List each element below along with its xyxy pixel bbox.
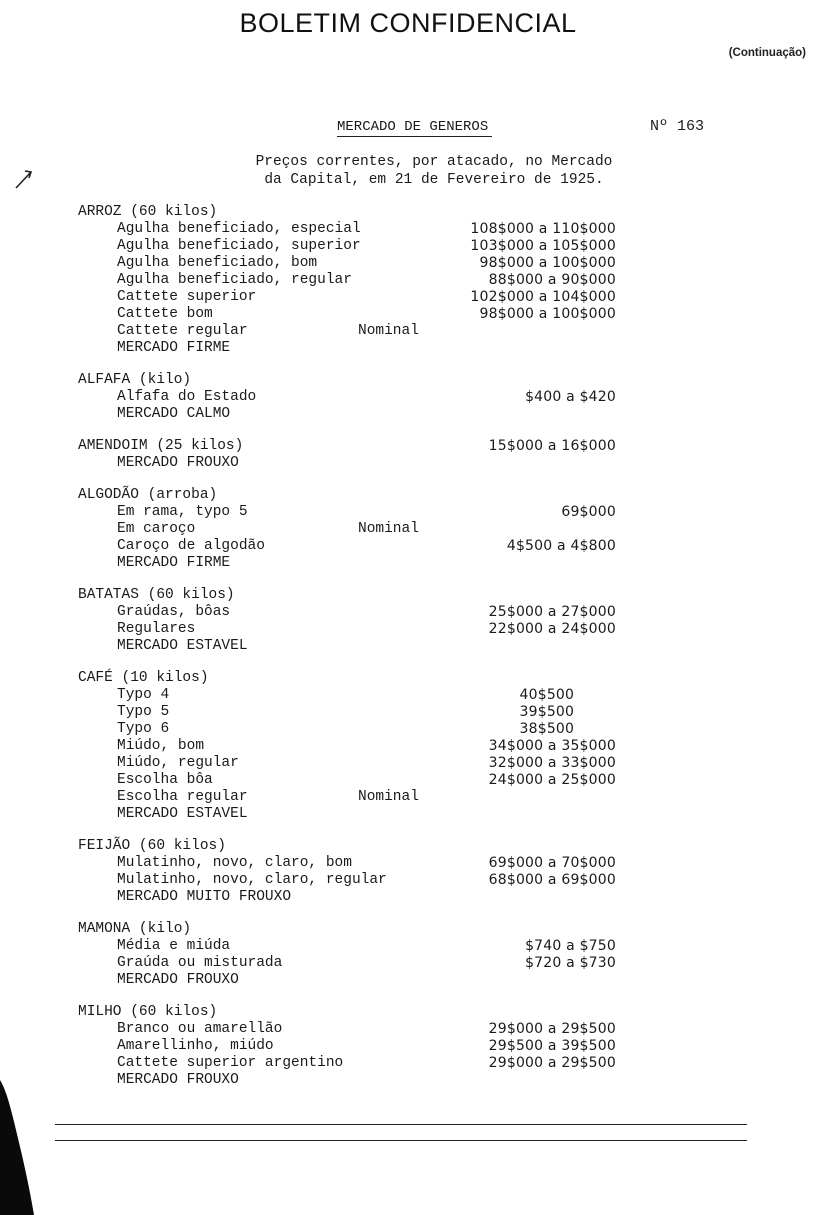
price-row	[78, 755, 778, 772]
item-price: 25$000 a 27$000	[488, 604, 616, 620]
item-price: 38$500	[519, 721, 616, 737]
category-block	[78, 838, 778, 906]
category-heading	[78, 921, 778, 938]
category-block	[78, 670, 778, 823]
item-price: $400 a $420	[525, 389, 616, 405]
item-price: 40$500	[519, 687, 616, 703]
category-heading	[78, 1004, 778, 1021]
category-heading	[78, 372, 778, 389]
item-label: Em caroço	[117, 521, 196, 537]
item-price: 108$000 a 110$000	[470, 221, 616, 237]
category-heading	[78, 487, 778, 504]
item-label: Branco ou amarellão	[117, 1021, 283, 1037]
price-row	[78, 238, 778, 255]
category-name: ALFAFA (kilo)	[78, 372, 192, 388]
item-label: Cattete superior	[117, 289, 257, 305]
price-row	[78, 1038, 778, 1055]
price-row	[78, 221, 778, 238]
price-row	[78, 272, 778, 289]
item-price: 29$500 a 39$500	[488, 1038, 616, 1054]
category-block	[78, 1004, 778, 1089]
price-row	[78, 323, 778, 340]
category-block	[78, 204, 778, 357]
price-row	[78, 255, 778, 272]
intro-line-2: da Capital, em 21 de Fevereiro de 1925.	[264, 172, 604, 188]
category-block	[78, 587, 778, 655]
footer-rule-top	[55, 1124, 747, 1125]
market-status: MERCADO FROUXO	[117, 455, 239, 471]
market-status: MERCADO ESTAVEL	[117, 638, 248, 654]
item-label: Agulha beneficiado, bom	[117, 255, 318, 271]
item-label: Miúdo, regular	[117, 755, 239, 771]
category-block	[78, 487, 778, 572]
category-name: FEIJÃO (60 kilos)	[78, 838, 226, 854]
item-label: Typo 4	[117, 687, 170, 703]
item-label: Graúda ou misturada	[117, 955, 283, 971]
price-row	[78, 721, 778, 738]
intro-line-1: Preços correntes, por atacado, no Mercado	[255, 154, 613, 170]
category-block	[78, 372, 778, 423]
price-row	[78, 704, 778, 721]
item-price: 29$000 a 29$500	[488, 1021, 616, 1037]
item-label: Cattete regular	[117, 323, 248, 339]
price-list	[78, 204, 778, 1104]
item-label: Agulha beneficiado, regular	[117, 272, 352, 288]
price-row	[78, 389, 778, 406]
price-row	[78, 738, 778, 755]
nominal-note: Nominal	[358, 789, 419, 805]
intro-text	[0, 153, 816, 189]
item-price: $720 a $730	[525, 955, 616, 971]
item-label: Amarellinho, miúdo	[117, 1038, 274, 1054]
category-block	[78, 921, 778, 989]
price-row	[78, 955, 778, 972]
market-status: MERCADO MUITO FROUXO	[117, 889, 292, 905]
item-label: Typo 6	[117, 721, 170, 737]
footer-rule-bottom	[55, 1140, 747, 1141]
price-row	[78, 938, 778, 955]
item-label: Agulha beneficiado, superior	[117, 238, 361, 254]
item-price: $740 a $750	[525, 938, 616, 954]
price-row	[78, 521, 778, 538]
market-status: MERCADO ESTAVEL	[117, 806, 248, 822]
item-label: Média e miúda	[117, 938, 231, 954]
price-row	[78, 1055, 778, 1072]
item-price: 98$000 a 100$000	[479, 306, 616, 322]
category-name: AMENDOIM (25 kilos)	[78, 438, 244, 454]
category-name: MILHO (60 kilos)	[78, 1004, 218, 1020]
item-label: Cattete superior argentino	[117, 1055, 344, 1071]
item-price: 39$500	[519, 704, 616, 720]
item-label: Agulha beneficiado, especial	[117, 221, 361, 237]
category-heading	[78, 587, 778, 604]
price-row	[78, 855, 778, 872]
item-price: 4$500 a 4$800	[506, 538, 616, 554]
category-name: BATATAS (60 kilos)	[78, 587, 235, 603]
item-label: Mulatinho, novo, claro, regular	[117, 872, 387, 888]
price-row	[78, 306, 778, 323]
item-label: Miúdo, bom	[117, 738, 205, 754]
price-row	[78, 538, 778, 555]
category-name: CAFÉ (10 kilos)	[78, 670, 209, 686]
item-price: 88$000 a 90$000	[488, 272, 616, 288]
margin-tick-mark	[14, 168, 34, 190]
price-row	[78, 789, 778, 806]
item-label: Alfafa do Estado	[117, 389, 257, 405]
category-heading	[78, 204, 778, 221]
nominal-note: Nominal	[358, 521, 419, 537]
item-label: Em rama, typo 5	[117, 504, 248, 520]
category-name: ALGODÃO (arroba)	[78, 487, 218, 503]
price-row	[78, 289, 778, 306]
bulletin-number: Nº 163	[650, 118, 705, 135]
item-price: 29$000 a 29$500	[488, 1055, 616, 1071]
item-price: 34$000 a 35$000	[488, 738, 616, 754]
item-label: Graúdas, bôas	[117, 604, 231, 620]
item-label: Mulatinho, novo, claro, bom	[117, 855, 352, 871]
price-row	[78, 621, 778, 638]
market-status: MERCADO CALMO	[117, 406, 231, 422]
item-label: Escolha regular	[117, 789, 248, 805]
scan-edge-shadow	[0, 1060, 34, 1215]
item-price: 68$000 a 69$000	[488, 872, 616, 888]
item-price: 24$000 a 25$000	[488, 772, 616, 788]
price-row	[78, 504, 778, 521]
category-name: MAMONA (kilo)	[78, 921, 192, 937]
price-row	[78, 1021, 778, 1038]
item-price: 98$000 a 100$000	[479, 255, 616, 271]
market-status: MERCADO FIRME	[117, 340, 231, 356]
item-price: 69$000 a 70$000	[488, 855, 616, 871]
nominal-note: Nominal	[358, 323, 419, 339]
item-label: Escolha bôa	[117, 772, 213, 788]
market-status: MERCADO FROUXO	[117, 1072, 239, 1088]
price-row	[78, 772, 778, 789]
market-status: MERCADO FIRME	[117, 555, 231, 571]
item-label: Typo 5	[117, 704, 170, 720]
continuation-label: (Continuação)	[728, 47, 806, 59]
category-heading	[78, 438, 778, 455]
item-price: 32$000 a 33$000	[488, 755, 616, 771]
price-row	[78, 872, 778, 889]
item-label: Cattete bom	[117, 306, 213, 322]
category-block	[78, 438, 778, 472]
item-price: 102$000 a 104$000	[470, 289, 616, 305]
category-heading	[78, 838, 778, 855]
item-label: Caroço de algodão	[117, 538, 265, 554]
item-price: 22$000 a 24$000	[488, 621, 616, 637]
category-name: ARROZ (60 kilos)	[78, 204, 218, 220]
item-price: 103$000 a 105$000	[470, 238, 616, 254]
item-label: Regulares	[117, 621, 196, 637]
market-status: MERCADO FROUXO	[117, 972, 239, 988]
category-heading	[78, 670, 778, 687]
price-row	[78, 604, 778, 621]
bulletin-title: BOLETIM CONFIDENCIAL	[239, 8, 577, 38]
price-row	[78, 687, 778, 704]
item-price: 69$000	[561, 504, 616, 520]
category-price: 15$000 a 16$000	[488, 438, 616, 454]
section-title: MERCADO DE GENEROS	[337, 119, 492, 137]
